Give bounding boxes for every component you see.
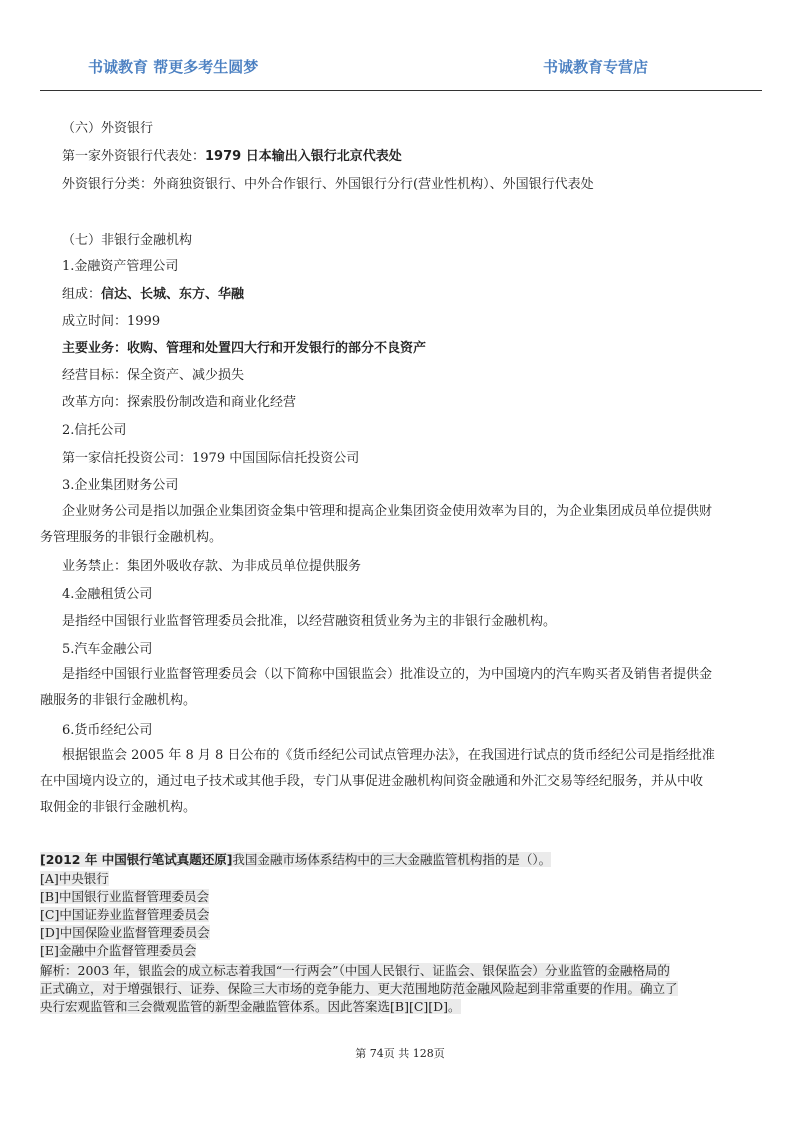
section6-types: 外资银行分类：外商独资银行、中外合作银行、外国银行分行(营业性机构）、外国银行代表处 (62, 177, 594, 192)
header-divider (40, 90, 762, 91)
leasing-description: 是指经中国银行业监督管理委员会批准，以经营融资租赁业务为主的非银行金融机构。 (62, 614, 557, 629)
auto-desc-line2: 融服务的非银行金融机构。 (40, 693, 197, 708)
finance-ban: 业务禁止：集团外吸收存款、为非成员单位提供服务 (62, 559, 362, 574)
amc-members (62, 286, 244, 304)
broker-desc-line2: 在中国境内设立的，通过电子技术或其他手段，专门从事促进金融机构间资金融通和外汇交易等经纪服务，并从中收 (40, 774, 704, 789)
option-d: [D]中国保险业监督管理委员会 (40, 925, 210, 940)
amc-founded: 成立时间：1999 (62, 314, 161, 329)
explain-line2: 正式确立，对于增强银行、证券、保险三大市场的竞争能力、更大范围地防范金融风险起到非常重要的作用。确立了 (40, 981, 678, 996)
page-number: 第 74页 共 128页 (355, 1047, 445, 1060)
amc-members-value: 信达、长城、东方、华融 (101, 287, 245, 302)
question-text: 我国金融市场体系结构中的三大金融监管机构指的是（）。 (232, 852, 552, 867)
option-b: [B]中国银行业监督管理委员会 (40, 889, 209, 904)
broker-desc-line1: 根据银监会 2005 年 8 月 8 日公布的《货币经纪公司试点管理办法》，在我国进行试点的货币经纪公司是指经批准 (62, 748, 715, 763)
question-explanation (40, 962, 762, 1016)
broker-description (40, 743, 762, 821)
amc-goal: 经营目标：保全资产、减少损失 (62, 368, 245, 383)
auto-desc-line1: 是指经中国银行业监督管理委员会（以下简称中国银监会）批准设立的，为中国境内的汽车购买者及销售者提供金 (62, 667, 713, 682)
leasing-heading: 4.金融租赁公司 (62, 587, 153, 602)
header-store-name: 书诚教育专营店 (542, 58, 648, 76)
finance-desc-line2: 务管理服务的非银行金融机构。 (40, 530, 223, 545)
auto-heading: 5.汽车金融公司 (62, 642, 153, 657)
page-header (0, 56, 800, 84)
finance-heading: 3.企业集团财务公司 (62, 478, 179, 493)
option-c: [C]中国证券业监督管理委员会 (40, 907, 210, 922)
trust-heading: 2.信托公司 (62, 423, 127, 438)
amc-business: 主要业务：收购、管理和处置四大行和开发银行的部分不良资产 (62, 341, 427, 356)
first-office-label: 第一家外资银行代表处： (62, 149, 206, 164)
section6-title: （六）外资银行 (62, 121, 154, 136)
trust-first: 第一家信托投资公司：1979 中国国际信托投资公司 (62, 451, 360, 466)
amc-heading: 1.金融资产管理公司 (62, 259, 179, 274)
section7-title: （七）非银行金融机构 (62, 233, 193, 248)
amc-reform: 改革方向：探索股份制改造和商业化经营 (62, 395, 297, 410)
broker-desc-line3: 取佣金的非银行金融机构。 (40, 800, 197, 815)
explain-line3: 央行宏观监管和三会微观监管的新型金融监管体系。因此答案选[B][C][D]。 (40, 999, 461, 1014)
question-stem (40, 852, 551, 868)
amc-members-label: 组成： (62, 287, 102, 302)
header-slogan: 书诚教育 帮更多考生圆梦 (88, 58, 259, 76)
first-office-value: 1979 日本输出入银行北京代表处 (205, 149, 402, 164)
finance-description (40, 499, 762, 551)
option-a: [A]中央银行 (40, 871, 109, 886)
option-e: [E]金融中介监督管理委员会 (40, 943, 197, 958)
broker-heading: 6.货币经纪公司 (62, 723, 153, 738)
explain-line1: 解析：2003 年，银监会的成立标志着我国“一行两会”（中国人民银行、证监会、银保监会）分业监管的金融格局的 (40, 963, 670, 978)
auto-description (40, 662, 762, 714)
question-tag: [2012 年 中国银行笔试真题还原] (40, 852, 233, 867)
section6-first-office (62, 148, 402, 166)
finance-desc-line1: 企业财务公司是指以加强企业集团资金集中管理和提高企业集团资金使用效率为目的，为企业集团成员单位提供财 (62, 504, 713, 519)
